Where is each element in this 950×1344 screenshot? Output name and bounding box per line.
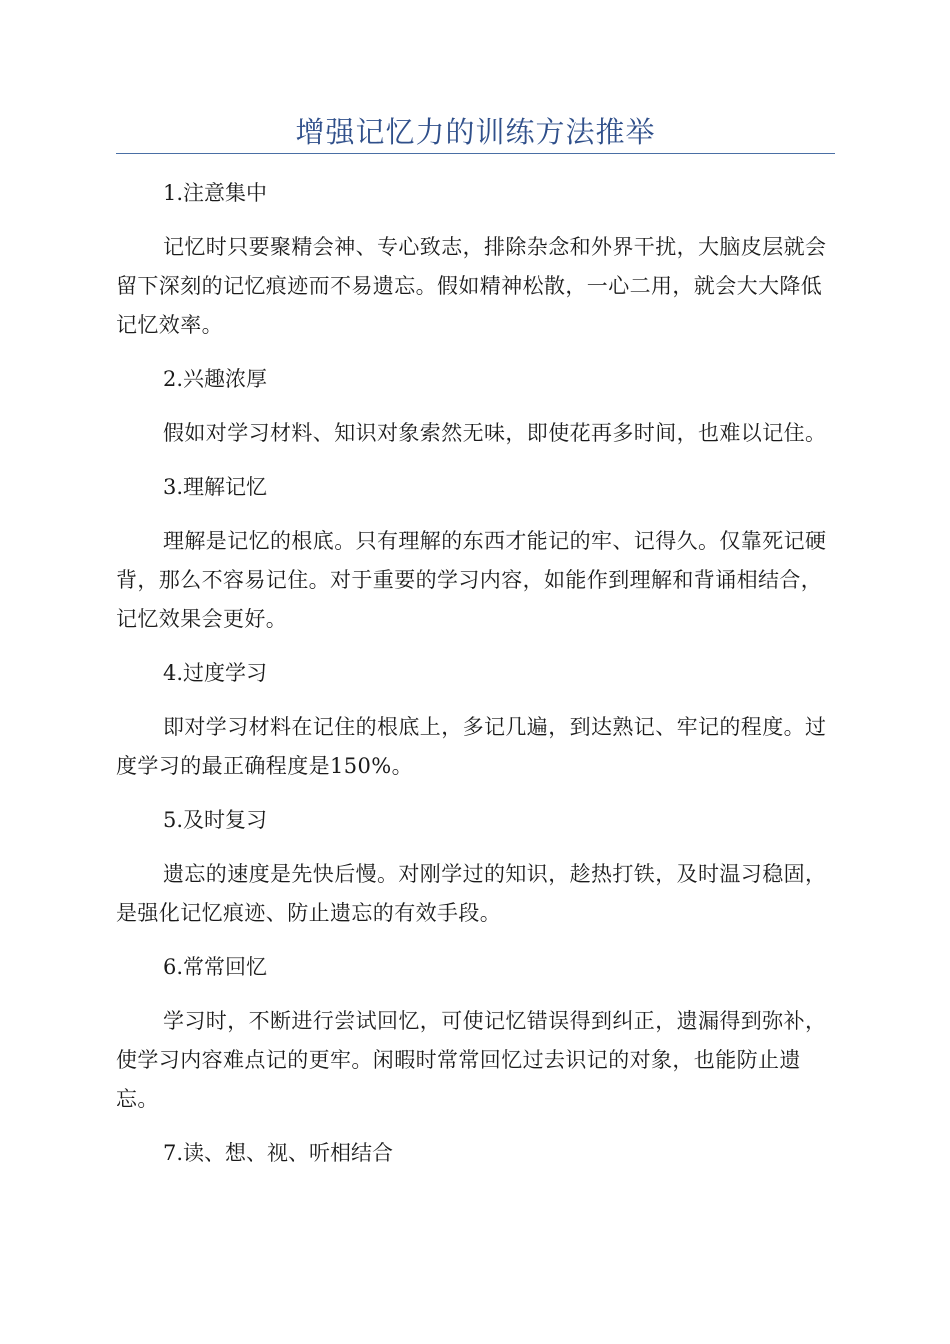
section-body-4: 即对学习材料在记住的根底上，多记几遍，到达熟记、牢记的程度。过度学习的最正确程度是150%。	[116, 715, 827, 778]
title-underline	[116, 153, 835, 154]
section-heading-5: 5.及时复习	[163, 808, 268, 832]
section-heading-2: 2.兴趣浓厚	[163, 367, 268, 391]
section-body-5: 遗忘的速度是先快后慢。对刚学过的知识，趁热打铁，及时温习稳固，是强化记忆痕迹、防止遗忘的有效手段。	[116, 862, 827, 925]
section-heading-7: 7.读、想、视、听相结合	[163, 1141, 394, 1165]
section-heading-4: 4.过度学习	[163, 661, 268, 685]
section-heading-6: 6.常常回忆	[163, 955, 268, 979]
document-title: 增强记忆力的训练方法推举	[295, 115, 656, 149]
document-body	[116, 174, 835, 1173]
section-body-6: 学习时，不断进行尝试回忆，可使记忆错误得到纠正，遗漏得到弥补，使学习内容难点记的更牢。闲暇时常常回忆过去识记的对象，也能防止遗忘。	[116, 1009, 827, 1111]
section-body-1: 记忆时只要聚精会神、专心致志，排除杂念和外界干扰，大脑皮层就会留下深刻的记忆痕迹而不易遗忘。假如精神松散，一心二用，就会大大降低记忆效率。	[116, 235, 827, 337]
section-body-2: 假如对学习材料、知识对象索然无味，即使花再多时间，也难以记住。	[163, 421, 827, 445]
section-heading-1: 1.注意集中	[163, 181, 268, 205]
section-body-3: 理解是记忆的根底。只有理解的东西才能记的牢、记得久。仅靠死记硬背，那么不容易记住。对于重要的学习内容，如能作到理解和背诵相结合，记忆效果会更好。	[116, 529, 827, 631]
section-heading-3: 3.理解记忆	[163, 475, 268, 499]
